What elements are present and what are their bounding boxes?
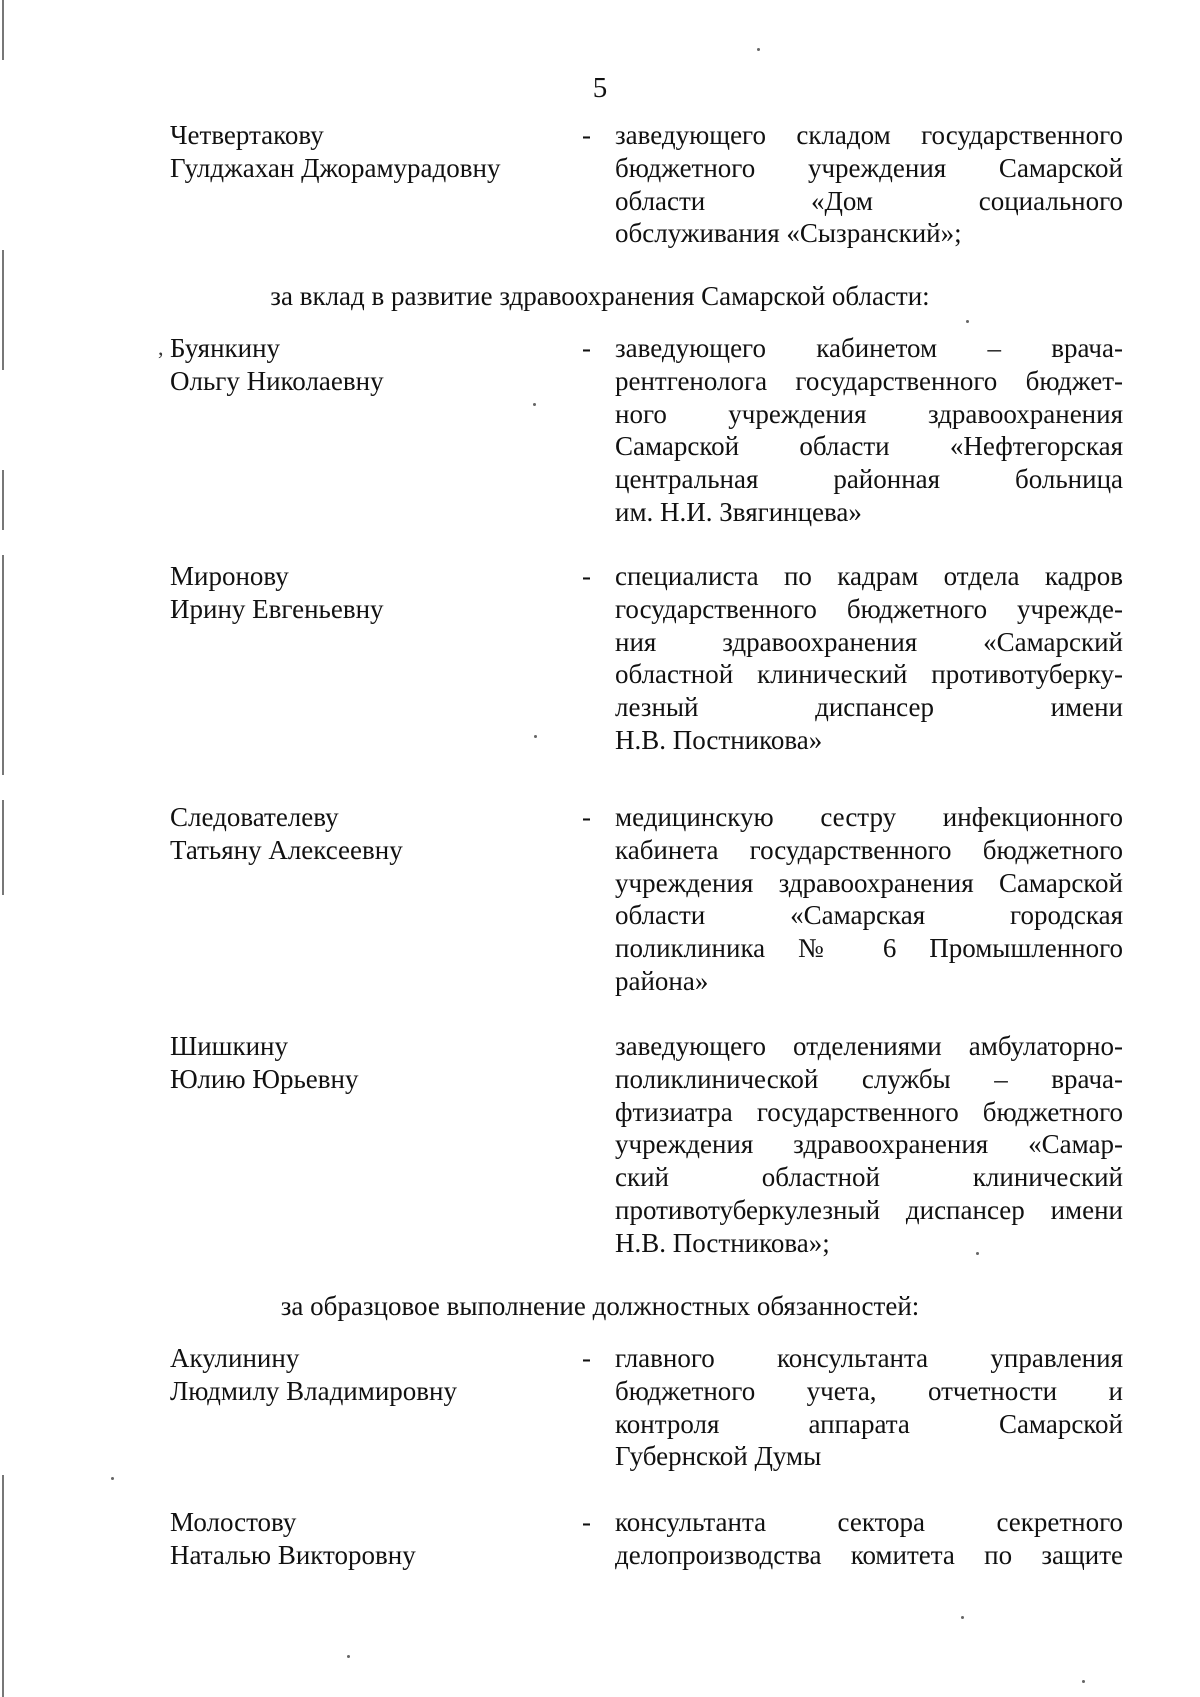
scan-speck [757,48,760,51]
position-line: фтизиатра государственного бюджетного [615,1096,1123,1127]
position-line: Н.В. Постникова»; [615,1227,830,1258]
position-line: поликлиника № 6 Промышленного [615,933,1123,964]
position-line: области «Самарская городская [615,900,1123,931]
scan-speck [961,1616,964,1619]
position-line: рентгенолога государственного бюджет- [615,365,1123,396]
position-line: областной клинический противотуберку- [615,659,1123,690]
position-line: лезный диспансер имени [615,692,1123,723]
scan-mark: , [158,335,164,360]
recipient-surname: Молостову [170,1507,297,1537]
recipient-name [170,1342,550,1408]
recipient-name [170,332,550,398]
position-line: медицинскую сестру инфекционного [615,802,1123,832]
position-line: заведующего складом государственного [615,120,1123,150]
recipient-surname: Акулинину [170,1343,300,1373]
recipient-given-names: Татьяну Алексеевну [170,834,403,865]
position-line: государственного бюджетного учрежде- [615,593,1123,624]
scan-margin-line [2,1475,4,1697]
scan-margin-line [2,0,4,60]
scan-speck [111,1477,114,1480]
recipient-position [615,801,1123,998]
scan-speck [966,320,969,323]
position-line: специалиста по кадрам отдела кадров [615,561,1123,591]
entry-dash: - [582,1507,591,1537]
recipient-surname: Миронову [170,561,289,591]
position-line: ский областной клинический [615,1162,1123,1193]
position-line: консультанта сектора секретного [615,1507,1123,1537]
position-line: контроля аппарата Самарской [615,1408,1123,1439]
recipient-surname: Четвертакову [170,120,324,150]
recipient-given-names: Ольгу Николаевну [170,365,384,396]
entry-dash: - [582,561,591,591]
position-line: заведующего отделениями амбулаторно- [615,1031,1123,1061]
recipient-name [170,801,550,867]
scan-margin-line [2,800,4,895]
position-line: кабинета государственного бюджетного [615,834,1123,865]
position-line: поликлинической службы – врача- [615,1063,1123,1094]
entry-dash: - [582,802,591,832]
section-heading: за вклад в развитие здравоохранения Самарской области: [270,281,930,311]
position-line: обслуживания «Сызранский»; [615,218,962,249]
position-line: Самарской области «Нефтегорская [615,431,1123,462]
recipient-name [170,560,550,626]
position-line: противотуберкулезный диспансер имени [615,1194,1123,1225]
recipient-position [615,1030,1123,1260]
section-heading: за образцовое выполнение должностных обязанностей: [280,1291,920,1321]
recipient-name [170,119,550,185]
recipient-position [615,1506,1123,1572]
recipient-name [170,1030,550,1096]
position-line: им. Н.И. Звягинцева» [615,496,862,527]
entry-dash: - [582,333,591,363]
recipient-given-names: Гулджахан Джорамурадовну [170,152,501,183]
recipient-given-names: Ирину Евгеньевну [170,593,384,624]
position-line: бюджетного учета, отчетности и [615,1375,1123,1406]
position-line: центральная районная больница [615,464,1123,495]
scan-margin-line [2,470,4,530]
position-line: района» [615,965,709,996]
position-line: главного консультанта управления [615,1343,1123,1373]
recipient-surname: Следователеву [170,802,339,832]
recipient-position [615,560,1123,757]
recipient-name [170,1506,550,1572]
position-line: области «Дом социального [615,185,1123,216]
position-line: заведующего кабинетом – врача- [615,333,1123,363]
recipient-position [615,119,1123,250]
scan-speck [347,1655,350,1658]
entry-dash: - [582,1343,591,1373]
position-line: ния здравоохранения «Самарский [615,626,1123,657]
recipient-surname: Буянкину [170,333,281,363]
scan-speck [1082,1680,1085,1683]
position-line: учреждения здравоохранения Самарской [615,867,1123,898]
recipient-given-names: Людмилу Владимировну [170,1375,457,1406]
entry-dash: - [582,120,591,150]
position-line: учреждения здравоохранения «Самар- [615,1129,1123,1160]
recipient-position [615,1342,1123,1473]
recipient-given-names: Юлию Юрьевну [170,1063,359,1094]
scan-speck [534,735,537,738]
recipient-position [615,332,1123,529]
position-line: Н.В. Постникова» [615,724,823,755]
position-line: бюджетного учреждения Самарской [615,152,1123,183]
page-number: 5 [592,72,608,104]
position-line: делопроизводства комитета по защите [615,1539,1123,1570]
recipient-given-names: Наталью Викторовну [170,1539,416,1570]
position-line: ного учреждения здравоохранения [615,398,1123,429]
scan-margin-line [2,555,4,775]
recipient-surname: Шишкину [170,1031,288,1061]
scan-speck [533,403,536,406]
position-line: Губернской Думы [615,1441,822,1472]
